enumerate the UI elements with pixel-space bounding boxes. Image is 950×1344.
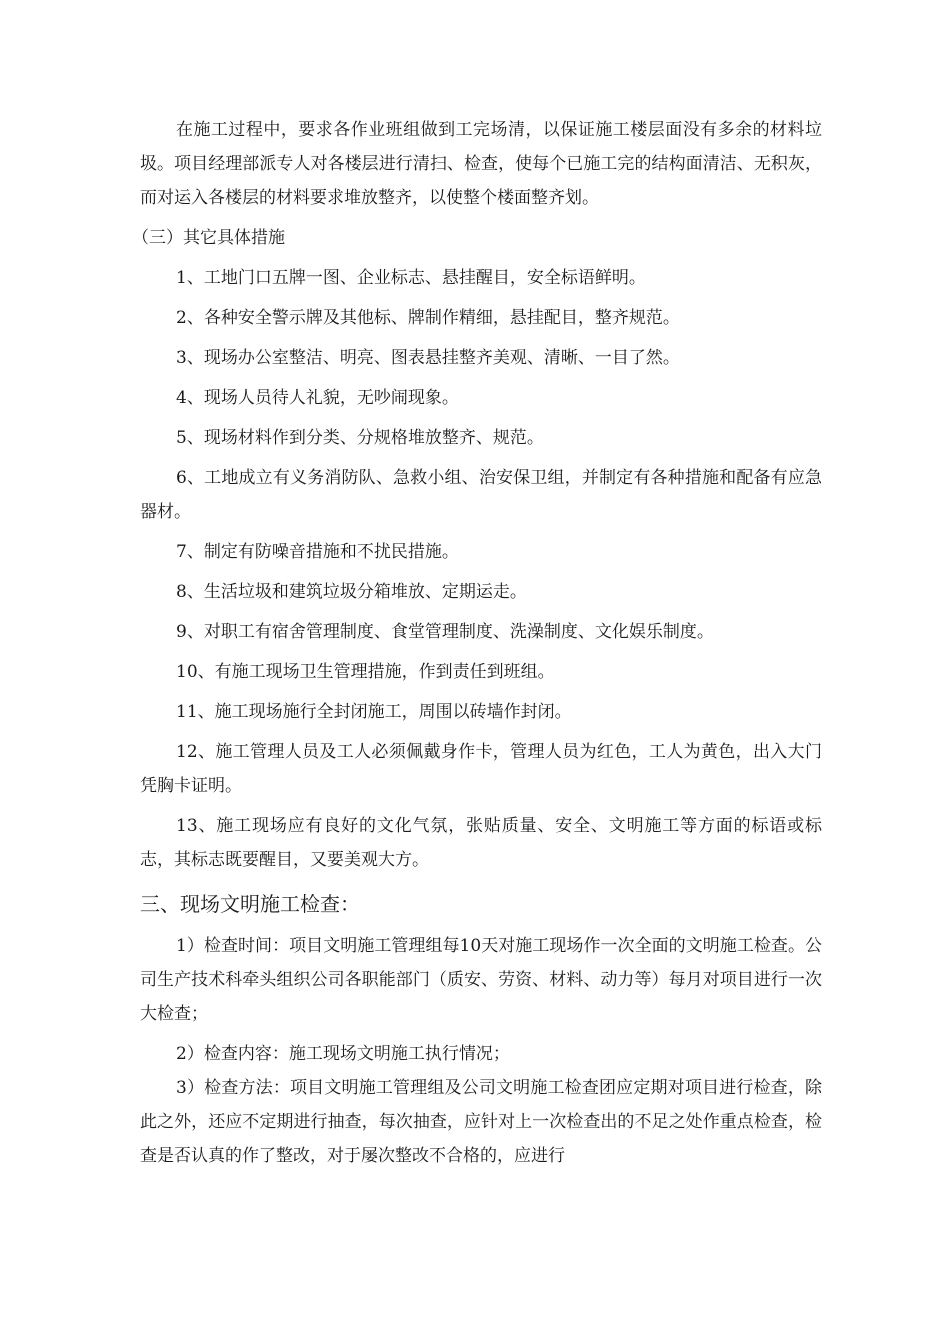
inspection-item: 3）检查方法：项目文明施工管理组及公司文明施工检查团应定期对项目进行检查，除此之外，还应不定期进行抽查，每次抽查，应针对上一次检查出的不足之处作重点检查，检查是否认真的作了整改，对于屡次整改不合格的，应进行 [140,1078,822,1166]
measure-item: 6、工地成立有义务消防队、急救小组、治安保卫组，并制定有各种措施和配备有应急器材。 [140,468,822,522]
document-body [132,113,822,1173]
inspection-item: 1）检查时间：项目文明施工管理组每10天对施工现场作一次全面的文明施工检查。公司生产技术科牵头组织公司各职能部门（质安、劳资、材料、动力等）每月对项目进行一次大检查； [140,936,822,1024]
measure-item: 1、工地门口五牌一图、企业标志、悬挂醒目，安全标语鲜明。 [176,268,646,288]
measure-item: 4、现场人员待人礼貌，无吵闹现象。 [176,388,459,408]
measure-item: 8、生活垃圾和建筑垃圾分箱堆放、定期运走。 [176,582,527,602]
section-heading-inspection: 三、现场文明施工检查： [140,892,360,916]
measure-item: 12、施工管理人员及工人必须佩戴身作卡，管理人员为红色，工人为黄色，出入大门凭胸卡证明。 [140,742,822,796]
measure-item: 11、施工现场施行全封闭施工，周围以砖墙作封闭。 [176,702,572,722]
measure-item: 5、现场材料作到分类、分规格堆放整齐、规范。 [176,428,544,448]
sub-heading-other-measures: （三）其它具体措施 [132,228,285,248]
intro-paragraph: 在施工过程中，要求各作业班组做到工完场清，以保证施工楼层面没有多余的材料垃圾。项目经理部派专人对各楼层进行清扫、检查，使每个已施工完的结构面清洁、无积灰，而对运入各楼层的材料要求堆放整齐，以使整个楼面整齐划。 [140,120,822,208]
inspection-item: 2）检查内容：施工现场文明施工执行情况； [176,1044,510,1064]
measure-item: 2、各种安全警示牌及其他标、牌制作精细，悬挂配目，整齐规范。 [176,308,680,328]
measure-item: 13、施工现场应有良好的文化气氛，张贴质量、安全、文明施工等方面的标语或标志，其标志既要醒目，又要美观大方。 [140,816,822,870]
measure-item: 7、制定有防噪音措施和不扰民措施。 [176,542,459,562]
measure-item: 9、对职工有宿舍管理制度、食堂管理制度、洗澡制度、文化娱乐制度。 [176,622,714,642]
measure-item: 10、有施工现场卫生管理措施，作到责任到班组。 [176,662,555,682]
measure-item: 3、现场办公室整洁、明亮、图表悬挂整齐美观、清晰、一目了然。 [176,348,680,368]
